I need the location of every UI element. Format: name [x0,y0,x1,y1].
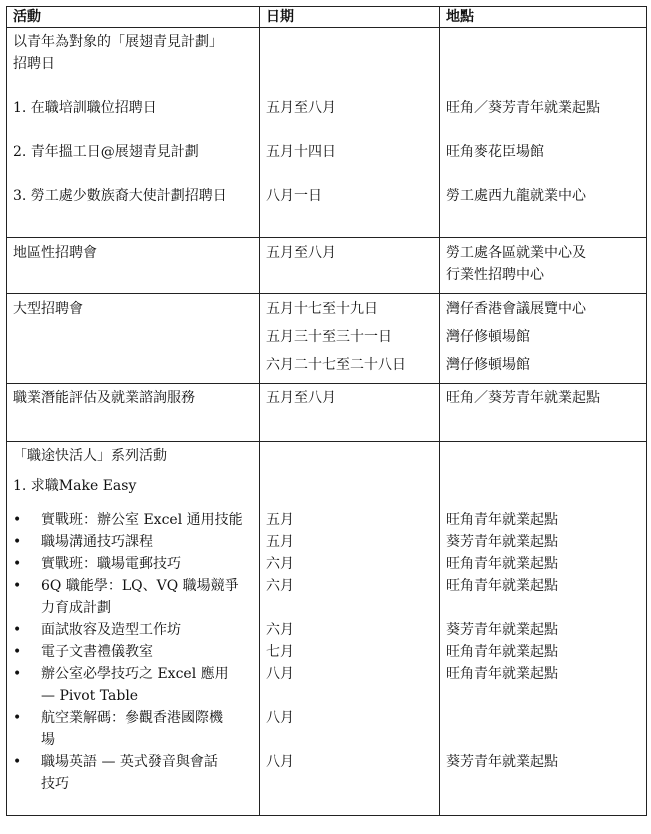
group-subtitle: 1. 求職Make Easy [13,478,137,494]
venue-cell [440,28,647,238]
list-item [13,531,253,553]
venue-cell [440,238,647,294]
activity-cell [7,384,260,442]
item-text: — Pivot Table [41,688,139,704]
item-text: 技巧 [41,776,69,792]
venue-value: 旺角／葵芳青年就業起點 [446,390,600,406]
header-activity: 活動 [7,7,260,28]
venue-value: 葵芳青年就業起點 [446,754,558,770]
activity-name: 地區性招聘會 [13,245,97,261]
item-text: 辦公室必學技巧之 Excel 應用 [41,666,229,682]
date-value: 六月 [266,578,294,594]
list-item: 3. 勞工處少數族裔大使計劃招聘日 [13,188,227,204]
list-item [13,641,253,663]
item-text: 職場英語 — 英式發音與會話 [41,754,218,770]
list-item [13,509,253,531]
venue-cell [440,384,647,442]
date-value: 六月 [266,556,294,572]
date-value: 五月 [266,512,294,528]
date-value: 五月 [266,534,294,550]
list-item [13,619,253,641]
group-title: 「職途快活人」系列活動 [13,448,167,464]
header-venue: 地點 [440,7,647,28]
venue-value: 旺角青年就業起點 [446,666,558,682]
date-cell [260,238,440,294]
activity-cell [7,294,260,384]
activity-name: 職業潛能評估及就業諮詢服務 [13,390,195,406]
venue-value: 灣仔修頓場館 [446,357,530,373]
date-value: 五月至八月 [266,245,336,261]
header-date: 日期 [260,7,440,28]
date-value: 五月十七至十九日 [266,301,378,317]
list-item: 1. 在職培訓職位招聘日 [13,100,157,116]
item-text: 實戰班：辦公室 Excel 通用技能 [41,512,243,528]
item-text: 場 [41,732,55,748]
list-item: 2. 青年搵工日@展翅青見計劃 [13,144,199,160]
date-value: 五月十四日 [266,144,336,160]
list-item [13,553,253,575]
list-item [13,575,253,619]
date-value: 八月 [266,666,294,682]
date-value: 五月至八月 [266,100,336,116]
item-text: 電子文書禮儀教室 [41,644,153,660]
list-item [13,751,253,795]
venue-cell [440,294,647,384]
venue-value [446,707,640,729]
bullet-icon: • [13,710,22,726]
date-value: 六月 [266,622,294,638]
date-cell [260,384,440,442]
date-cell [260,294,440,384]
table-row [7,238,647,294]
item-text: 航空業解碼：參觀香港國際機 [41,710,223,726]
bullet-icon: • [13,754,22,770]
activity-cell [7,238,260,294]
bullet-icon: • [13,578,22,594]
activities-table [6,6,647,816]
venue-value: 灣仔香港會議展覽中心 [446,301,586,317]
bullet-icon: • [13,644,22,660]
table-row [7,294,647,384]
activity-name: 大型招聘會 [13,301,83,317]
table-row [7,442,647,816]
table-row [7,28,647,238]
date-value: 五月三十至三十一日 [266,329,392,345]
date-value: 七月 [266,644,294,660]
table-row [7,384,647,442]
venue-value: 旺角青年就業起點 [446,644,558,660]
list-item [13,707,253,751]
venue-value: 行業性招聘中心 [446,267,544,283]
item-text: 面試妝容及造型工作坊 [41,622,181,638]
group-title: 以青年為對象的「展翅青見計劃」 [13,34,223,50]
header-row [7,7,647,28]
venue-value: 葵芳青年就業起點 [446,534,558,550]
date-cell [260,28,440,238]
date-value: 八月 [266,754,294,770]
date-cell [260,442,440,816]
item-text: 職場溝通技巧課程 [41,534,153,550]
bullet-icon: • [13,622,22,638]
venue-value: 勞工處西九龍就業中心 [446,188,586,204]
bullet-icon: • [13,534,22,550]
activity-cell [7,28,260,238]
date-value: 五月至八月 [266,390,336,406]
date-value: 六月二十七至二十八日 [266,357,406,373]
date-value: 八月一日 [266,188,322,204]
venue-cell [440,442,647,816]
venue-value: 旺角青年就業起點 [446,578,558,594]
venue-value: 旺角青年就業起點 [446,512,558,528]
list-item [13,663,253,707]
group-title: 招聘日 [13,56,55,72]
bullet-icon: • [13,512,22,528]
venue-value: 灣仔修頓場館 [446,329,530,345]
bullet-icon: • [13,556,22,572]
item-text: 力育成計劃 [41,600,111,616]
item-text: 6Q 職能學：LQ、VQ 職場競爭 [41,578,239,594]
activity-cell [7,442,260,816]
bullet-icon: • [13,666,22,682]
venue-value: 旺角／葵芳青年就業起點 [446,100,600,116]
venue-value: 旺角青年就業起點 [446,556,558,572]
item-text: 實戰班：職場電郵技巧 [41,556,181,572]
venue-value: 旺角麥花臣場館 [446,144,544,160]
venue-value: 勞工處各區就業中心及 [446,245,586,261]
venue-value: 葵芳青年就業起點 [446,622,558,638]
date-value: 八月 [266,710,294,726]
